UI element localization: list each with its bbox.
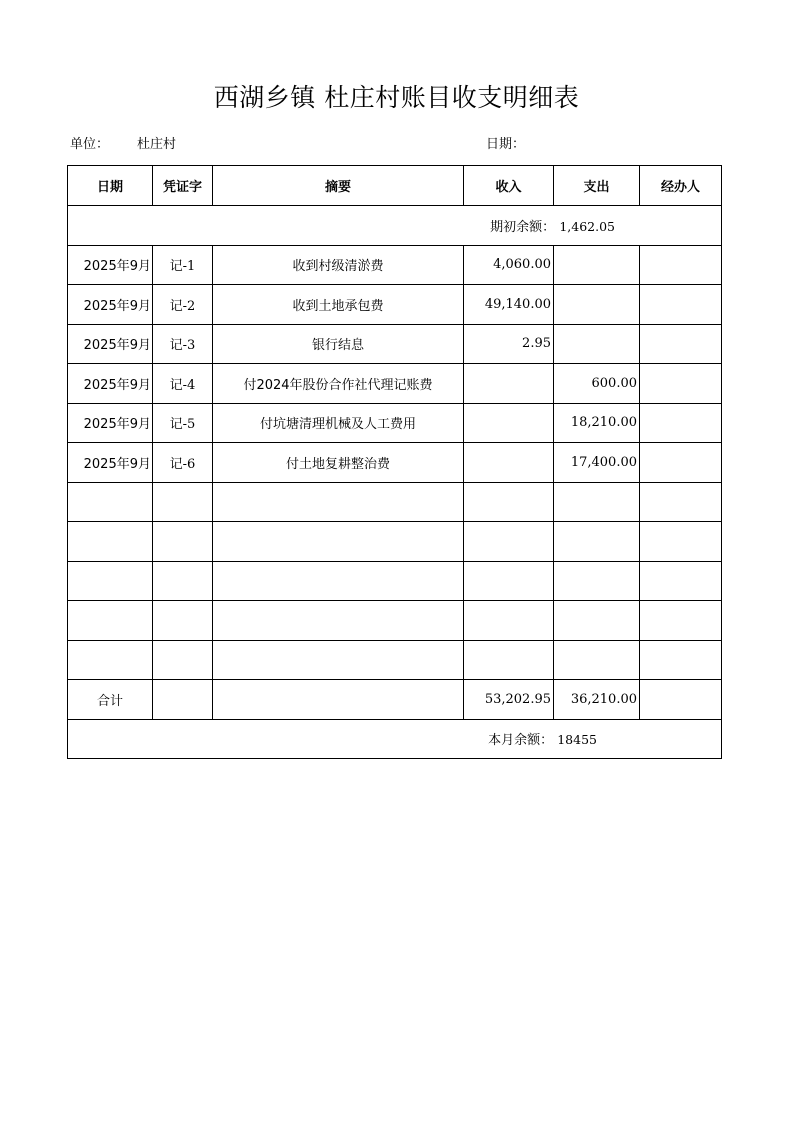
empty-cell (68, 561, 153, 601)
empty-cell (640, 522, 722, 562)
empty-cell (554, 522, 640, 562)
row-expense (554, 285, 640, 325)
row-summary: 付2024年股份合作社代理记账费 (213, 364, 464, 404)
closing-balance-value: 18455 (557, 732, 597, 748)
row-handler (640, 285, 722, 325)
empty-row (68, 601, 722, 641)
row-expense (554, 324, 640, 364)
header-handler: 经办人 (640, 166, 722, 206)
empty-cell (554, 601, 640, 641)
empty-cell (464, 482, 554, 522)
row-expense (554, 245, 640, 285)
page-title: 西湖乡镇 杜庄村账目收支明细表 (213, 83, 580, 112)
row-date: 2025年9月 (68, 403, 153, 443)
table-row (68, 285, 722, 325)
closing-balance-label: 本月余额： (488, 733, 554, 749)
empty-cell (554, 640, 640, 680)
empty-cell (640, 680, 722, 720)
table-row (68, 443, 722, 483)
row-income: 49,140.00 (464, 285, 554, 325)
table-row (68, 245, 722, 285)
row-handler (640, 403, 722, 443)
empty-cell (213, 601, 464, 641)
empty-cell (213, 561, 464, 601)
empty-cell (640, 640, 722, 680)
total-expense: 36,210.00 (554, 680, 640, 720)
date-label: 日期： (486, 137, 526, 152)
header-row (68, 166, 722, 206)
empty-row (68, 482, 722, 522)
row-handler (640, 245, 722, 285)
empty-cell (153, 640, 213, 680)
empty-cell (640, 561, 722, 601)
empty-row (68, 522, 722, 562)
closing-balance-row (68, 719, 722, 759)
row-summary: 付坑塘清理机械及人工费用 (213, 403, 464, 443)
row-summary: 收到村级清淤费 (213, 245, 464, 285)
row-handler (640, 324, 722, 364)
row-date: 2025年9月 (68, 364, 153, 404)
row-voucher: 记-4 (153, 364, 213, 404)
empty-cell (213, 482, 464, 522)
row-voucher: 记-2 (153, 285, 213, 325)
empty-cell (640, 482, 722, 522)
unit-label: 单位： (70, 137, 110, 152)
empty-cell (464, 522, 554, 562)
empty-cell (153, 561, 213, 601)
total-row (68, 680, 722, 720)
empty-cell (153, 482, 213, 522)
row-summary: 银行结息 (213, 324, 464, 364)
row-income: 4,060.00 (464, 245, 554, 285)
unit-value: 杜庄村 (137, 137, 177, 152)
row-voucher: 记-6 (153, 443, 213, 483)
empty-cell (153, 601, 213, 641)
row-expense: 18,210.00 (554, 403, 640, 443)
closing-balance-cell (68, 719, 722, 759)
header-income: 收入 (464, 166, 554, 206)
row-voucher: 记-3 (153, 324, 213, 364)
row-summary: 付土地复耕整治费 (213, 443, 464, 483)
empty-cell (554, 561, 640, 601)
empty-cell (68, 640, 153, 680)
header-expense: 支出 (554, 166, 640, 206)
row-summary: 收到土地承包费 (213, 285, 464, 325)
total-income: 53,202.95 (464, 680, 554, 720)
empty-cell (464, 601, 554, 641)
header-voucher: 凭证字 (153, 166, 213, 206)
row-income: 2.95 (464, 324, 554, 364)
opening-balance-value: 1,462.05 (559, 218, 615, 234)
row-income (464, 443, 554, 483)
empty-cell (68, 522, 153, 562)
empty-row (68, 561, 722, 601)
total-label: 合计 (68, 680, 153, 720)
table-row (68, 364, 722, 404)
row-handler (640, 443, 722, 483)
row-date: 2025年9月 (68, 324, 153, 364)
row-date: 2025年9月 (68, 245, 153, 285)
empty-cell (153, 680, 213, 720)
row-income (464, 364, 554, 404)
empty-cell (68, 482, 153, 522)
empty-cell (640, 601, 722, 641)
empty-cell (68, 601, 153, 641)
table-row (68, 324, 722, 364)
empty-cell (213, 640, 464, 680)
header-summary: 摘要 (213, 166, 464, 206)
empty-cell (464, 640, 554, 680)
empty-cell (213, 522, 464, 562)
row-date: 2025年9月 (68, 285, 153, 325)
row-expense: 17,400.00 (554, 443, 640, 483)
opening-balance-row (68, 206, 722, 246)
opening-balance-cell (68, 206, 722, 246)
row-voucher: 记-5 (153, 403, 213, 443)
row-handler (640, 364, 722, 404)
empty-cell (554, 482, 640, 522)
empty-cell (213, 680, 464, 720)
ledger-table (67, 165, 722, 759)
opening-balance-label: 期初余额： (490, 219, 556, 235)
row-expense: 600.00 (554, 364, 640, 404)
empty-row (68, 640, 722, 680)
empty-cell (153, 522, 213, 562)
row-voucher: 记-1 (153, 245, 213, 285)
row-income (464, 403, 554, 443)
row-date: 2025年9月 (68, 443, 153, 483)
empty-cell (464, 561, 554, 601)
header-date: 日期 (68, 166, 153, 206)
table-row (68, 403, 722, 443)
